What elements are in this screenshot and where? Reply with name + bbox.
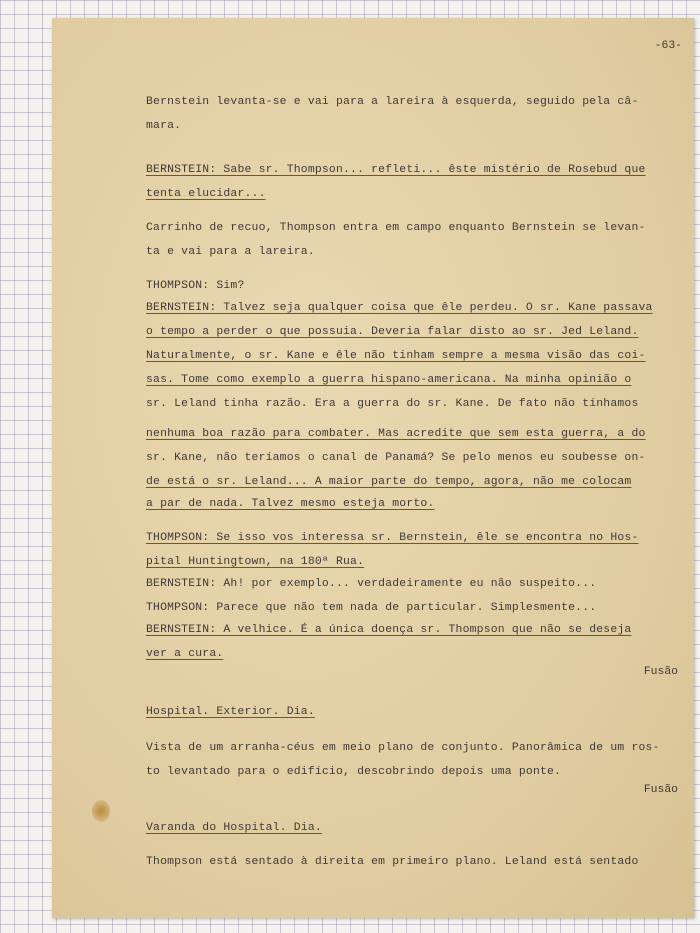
- dialogue-line: sas. Tome como exemplo a guerra hispano-americana. Na minha opinião o: [146, 374, 632, 386]
- dialogue-line: BERNSTEIN: A velhice. É a única doença sr. Thompson que não se deseja: [146, 624, 632, 636]
- text-line: ta e vai para a lareira.: [146, 246, 315, 258]
- dialogue-line: sr. Leland tinha razão. Era a guerra do sr. Kane. De fato não tínhamos: [146, 398, 639, 410]
- dialogue-line: nenhuma boa razão para combater. Mas acredite que sem esta guerra, a do: [146, 428, 646, 440]
- dialogue-line: de está o sr. Leland... A maior parte do tempo, agora, não me colocam: [146, 476, 632, 488]
- dialogue-line: o tempo a perder o que possuia. Deveria falar disto ao sr. Jed Leland.: [146, 326, 639, 338]
- dialogue-line: ver a cura.: [146, 648, 224, 660]
- dialogue-line: THOMPSON: Parece que não tem nada de particular. Simplesmente...: [146, 602, 597, 614]
- dialogue-line: THOMPSON: Sim?: [146, 280, 245, 292]
- page-number: -63-: [654, 40, 682, 52]
- text-line: Bernstein levanta-se e vai para a lareira à esquerda, seguido pela câ-: [146, 96, 639, 108]
- text-line: mara.: [146, 120, 182, 132]
- stain-mark: [92, 800, 110, 822]
- text-line: Carrinho de recuo, Thompson entra em campo enquanto Bernstein se levan-: [146, 222, 646, 234]
- text-line: Thompson está sentado à direita em primeiro plano. Leland está sentado: [146, 856, 639, 868]
- dialogue-line: pital Huntingtown, na 180ª Rua.: [146, 556, 365, 568]
- transition-label: Fusão: [643, 784, 678, 796]
- transition-label: Fusão: [643, 666, 678, 678]
- dialogue-line: BERNSTEIN: Sabe sr. Thompson... refleti... êste mistério de Rosebud que: [146, 164, 646, 176]
- dialogue-line: sr. Kane, não teríamos o canal de Panamá? Se pelo menos eu soubesse on-: [146, 452, 646, 464]
- text-line: to levantado para o edifício, descobrindo depois uma ponte.: [146, 766, 562, 778]
- scene-heading: Hospital. Exterior. Dia.: [146, 706, 315, 718]
- dialogue-line: a par de nada. Talvez mesmo esteja morto.: [146, 498, 435, 510]
- text-line: Vista de um arranha-céus em meio plano de conjunto. Panorâmica de um ros-: [146, 742, 660, 754]
- typewritten-page: [52, 18, 694, 918]
- dialogue-line: THOMPSON: Se isso vos interessa sr. Bernstein, êle se encontra no Hos-: [146, 532, 639, 544]
- dialogue-line: BERNSTEIN: Talvez seja qualquer coisa que êle perdeu. O sr. Kane passava: [146, 302, 653, 314]
- dialogue-line: tenta elucidar...: [146, 188, 266, 200]
- scene-heading: Varanda do Hospital. Dia.: [146, 822, 322, 834]
- dialogue-line: BERNSTEIN: Ah! por exemplo... verdadeiramente eu não suspeito...: [146, 578, 597, 590]
- dialogue-line: Naturalmente, o sr. Kane e êle não tinham sempre a mesma visão das coi-: [146, 350, 646, 362]
